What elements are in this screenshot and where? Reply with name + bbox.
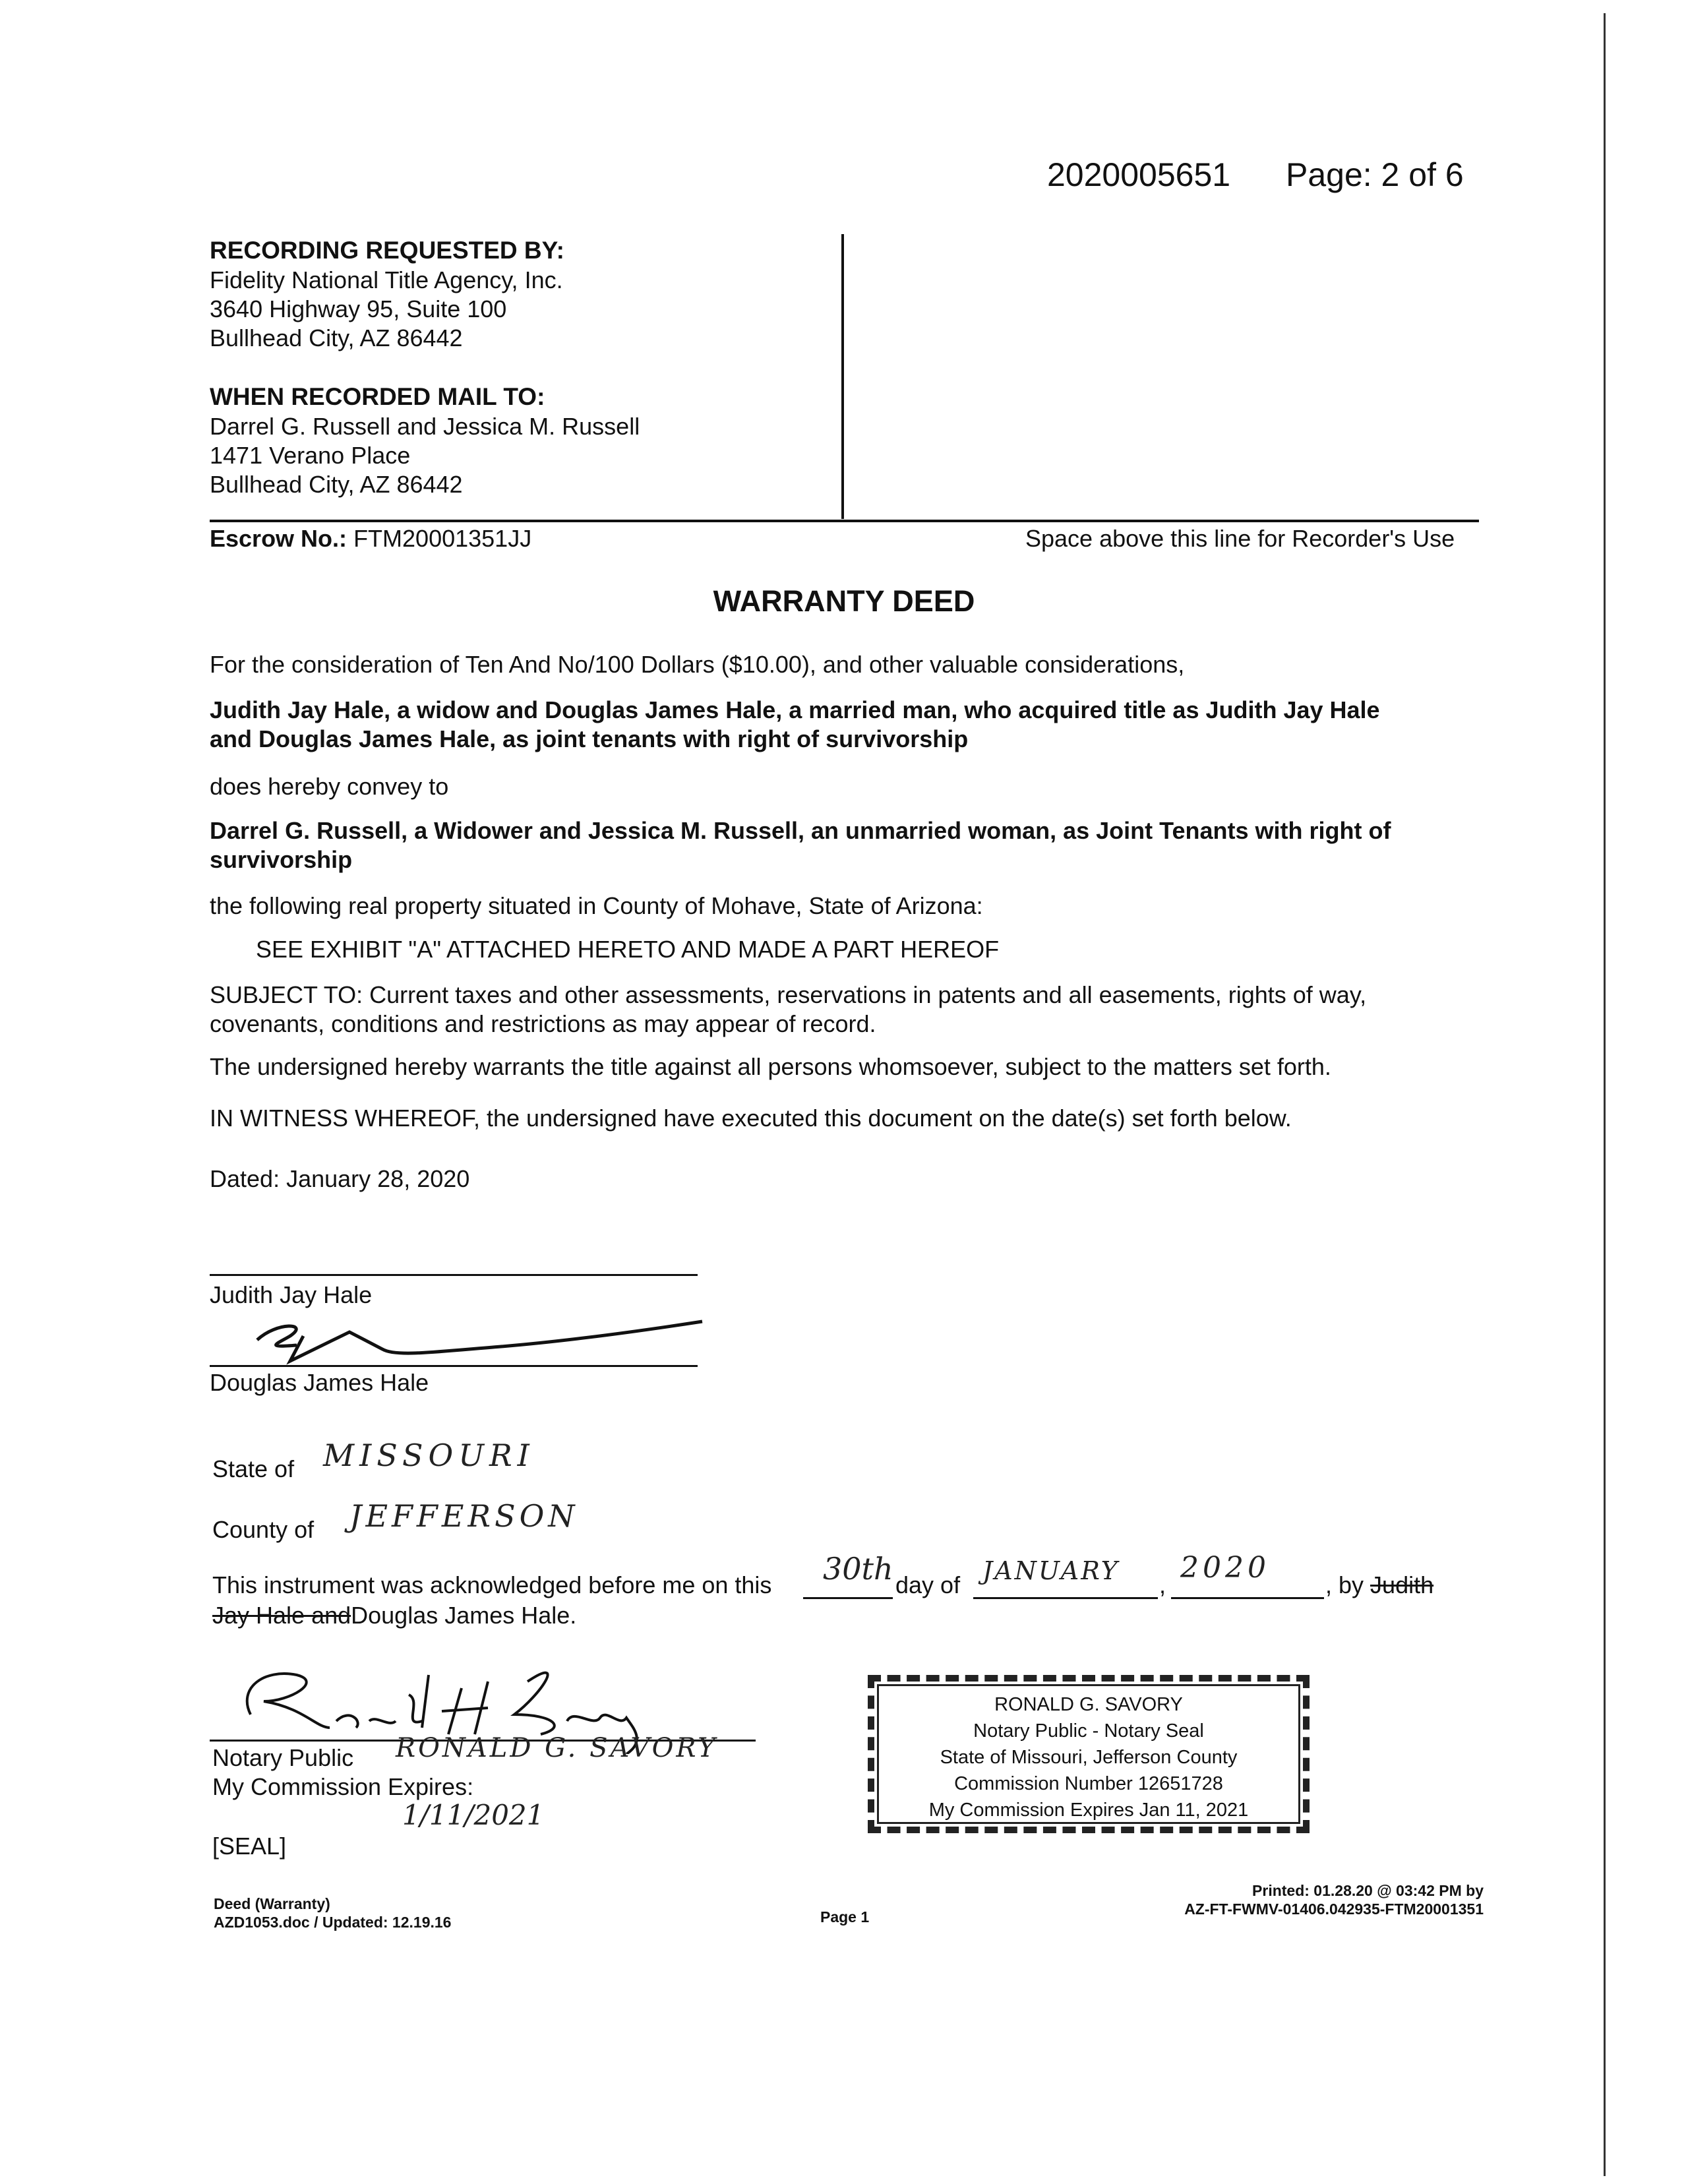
struck-name: Judith (1370, 1571, 1434, 1598)
stamp-name: RONALD G. SAVORY (994, 1694, 1183, 1715)
state-value: MISSOURI (323, 1438, 535, 1473)
day-of-label: day of (895, 1571, 961, 1598)
ack-year-line (1171, 1597, 1324, 1599)
ack-name-line (212, 1601, 576, 1630)
state-label: State of (212, 1455, 295, 1482)
property-text: the following real property situated in County of Mohave, State of Arizona: (210, 892, 983, 919)
ack-year-value: 2020 (1180, 1551, 1270, 1585)
seal-label: [SEAL] (212, 1833, 287, 1860)
ack-day-value: 30th (823, 1551, 893, 1587)
commission-value: 1/11/2021 (402, 1799, 545, 1831)
consideration-text: For the consideration of Ten And No/100 Dollars ($10.00), and other valuable considerations, (210, 651, 1185, 678)
scan-edge (1604, 13, 1606, 2176)
warranty-text: The undersigned hereby warrants the title against all persons whomsoever, subject to the matters set forth. (210, 1053, 1331, 1080)
recording-line: 3640 Highway 95, Suite 100 (210, 295, 507, 322)
signer-douglas: Douglas James Hale (210, 1369, 429, 1396)
recorder-line (210, 520, 1479, 522)
subject-to-text: covenants, conditions and restrictions as may appear of record. (210, 1010, 876, 1037)
subject-to-text: SUBJECT TO: Current taxes and other assessments, reservations in patents and all easements, rights of way, (210, 981, 1367, 1008)
notary-printed-name: RONALD G. SAVORY (396, 1733, 718, 1763)
struck-name: Jay Hale and (212, 1602, 351, 1629)
grantors-text: Judith Jay Hale, a widow and Douglas James Hale, a married man, who acquired title as Judith Jay Hale (210, 696, 1380, 723)
mail-to-line: 1471 Verano Place (210, 442, 411, 469)
mail-to-line: Darrel G. Russell and Jessica M. Russell (210, 413, 640, 440)
ack-month-line (973, 1597, 1158, 1599)
grantees-text: Darrel G. Russell, a Widower and Jessica M. Russell, an unmarried woman, as Joint Tenants with right of (210, 817, 1391, 844)
stamp-line: Notary Public - Notary Seal (973, 1720, 1204, 1742)
printed-timestamp: Printed: 01.28.20 @ 03:42 PM by (1252, 1882, 1484, 1899)
ack-name: Douglas James Hale. (351, 1602, 577, 1629)
form-name: Deed (Warranty) (214, 1895, 330, 1912)
recording-line: Bullhead City, AZ 86442 (210, 324, 463, 351)
printed-file-id: AZ-FT-FWMV-01406.042935-FTM20001351 (1184, 1900, 1484, 1918)
page-indicator: Page: 2 of 6 (1286, 156, 1464, 193)
ack-month-value: JANUARY (982, 1556, 1120, 1585)
escrow-label: Escrow No.: (210, 525, 347, 552)
signature-douglas (237, 1310, 738, 1369)
signer-judith: Judith Jay Hale (210, 1281, 373, 1308)
notary-stamp-inner (877, 1684, 1300, 1824)
document-title: WARRANTY DEED (713, 584, 975, 618)
signature-line-judith (210, 1274, 698, 1276)
ack-by-label (1325, 1571, 1433, 1600)
recording-line: Fidelity National Title Agency, Inc. (210, 266, 563, 293)
mail-to-title: WHEN RECORDED MAIL TO: (210, 383, 545, 410)
ack-comma: , (1159, 1571, 1166, 1598)
by-label: , by (1325, 1571, 1364, 1598)
notary-public-label: Notary Public (212, 1744, 354, 1771)
escrow-value: FTM20001351JJ (353, 525, 532, 552)
stamp-line: My Commission Expires Jan 11, 2021 (928, 1800, 1249, 1821)
form-updated: AZD1053.doc / Updated: 12.19.16 (214, 1914, 452, 1931)
escrow-number (210, 524, 531, 553)
acknowledgment-text: This instrument was acknowledged before me on this (212, 1571, 772, 1598)
stamp-line: Commission Number 12651728 (954, 1773, 1223, 1794)
stamp-line: State of Missouri, Jefferson County (940, 1747, 1238, 1768)
grantees-text: survivorship (210, 846, 353, 873)
recorder-box-divider (841, 234, 844, 519)
commission-label: My Commission Expires: (212, 1773, 474, 1800)
footer-page: Page 1 (820, 1908, 870, 1926)
exhibit-text: SEE EXHIBIT "A" ATTACHED HERETO AND MADE A PART HEREOF (256, 936, 1000, 963)
recording-requested-title: RECORDING REQUESTED BY: (210, 237, 564, 264)
county-value: JEFFERSON (349, 1498, 579, 1534)
document-number: 2020005651 (1047, 156, 1231, 193)
ack-day-line (803, 1597, 893, 1599)
dated-text: Dated: January 28, 2020 (210, 1165, 470, 1192)
notary-stamp (868, 1675, 1310, 1833)
witness-text: IN WITNESS WHEREOF, the undersigned have executed this document on the date(s) set forth below. (210, 1105, 1292, 1132)
mail-to-line: Bullhead City, AZ 86442 (210, 471, 463, 498)
grantors-text: and Douglas James Hale, as joint tenants with right of survivorship (210, 725, 969, 752)
recorder-note: Space above this line for Recorder's Use (1025, 525, 1455, 552)
signature-line-douglas (210, 1365, 698, 1367)
convey-text: does hereby convey to (210, 773, 449, 800)
county-label: County of (212, 1516, 315, 1543)
